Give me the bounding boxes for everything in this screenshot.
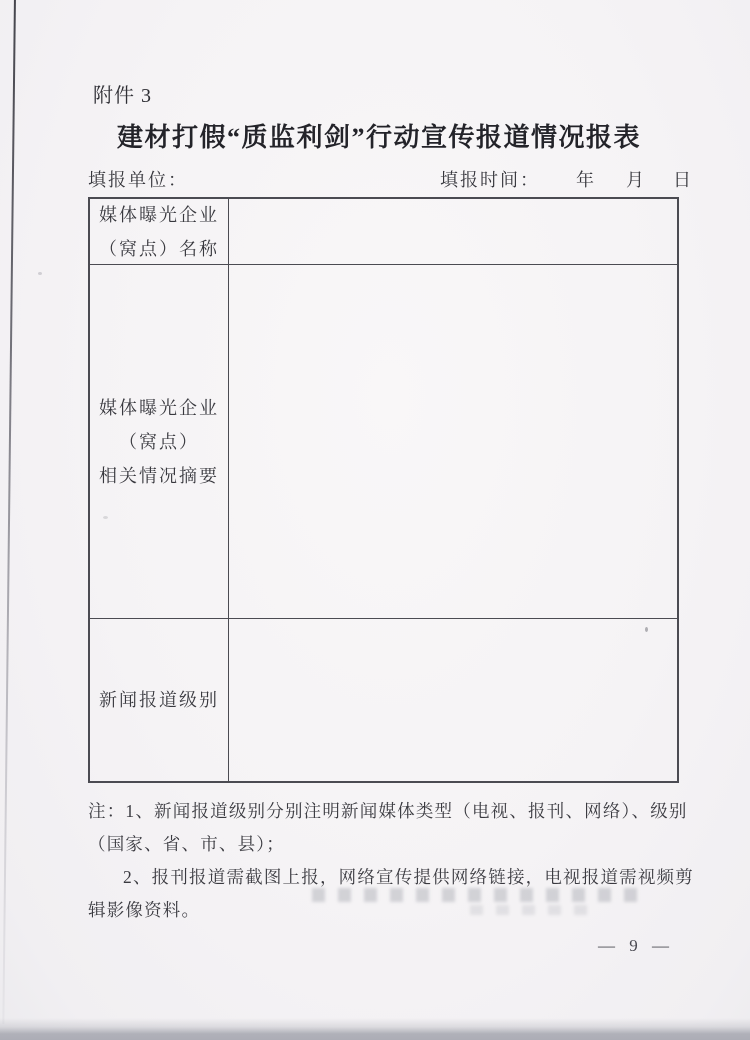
row-label-line: 媒体曝光企业 (99, 397, 219, 418)
attachment-label: 附件 3 (93, 85, 152, 107)
row-value-report-level (229, 619, 677, 781)
scan-speck (645, 627, 648, 632)
table-row-summary (90, 265, 677, 619)
reporting-unit-label: 填报单位： (88, 170, 188, 190)
table-row-report-level (90, 619, 677, 781)
table-row-exposed-name (90, 199, 677, 265)
report-form-table (88, 197, 679, 783)
day-label: 日 (673, 170, 691, 190)
row-label-line: （窝点） (119, 431, 199, 452)
row-value-summary (229, 265, 677, 618)
note-line-4: 辑影像资料。 (88, 900, 201, 920)
row-label-report-level (90, 619, 229, 781)
note-line-2: （国家、省、市、县）； (88, 834, 285, 854)
note-line-1: 注：1、新闻报道级别分别注明新闻媒体类型（电视、报刊、网络）、级别 (88, 801, 688, 821)
row-label-line: 新闻报道级别 (99, 690, 219, 710)
row-value-exposed-name (229, 199, 677, 264)
year-label: 年 (576, 170, 594, 190)
scan-bottom-edge (0, 1018, 750, 1040)
note-line-3: 2、报刊报道需截图上报，网络宣传提供网络链接，电视报道需视频剪 (123, 867, 694, 887)
ink-bleedthrough-artifact (312, 888, 638, 902)
row-label-line: 相关情况摘要 (99, 465, 219, 486)
scan-speck (38, 272, 42, 275)
row-label-exposed-name (90, 199, 229, 264)
row-label-line: （窝点）名称 (99, 238, 219, 259)
reporting-time-label: 填报时间： (440, 170, 540, 190)
row-label-line: 媒体曝光企业 (99, 204, 219, 225)
month-label: 月 (626, 170, 644, 190)
row-label-summary (90, 265, 229, 618)
scan-speck (103, 516, 108, 519)
ink-bleedthrough-artifact (470, 905, 590, 915)
page-number: — 9 — (598, 936, 674, 955)
document-title: 建材打假“质监利剑”行动宣传报道情况报表 (116, 123, 641, 152)
